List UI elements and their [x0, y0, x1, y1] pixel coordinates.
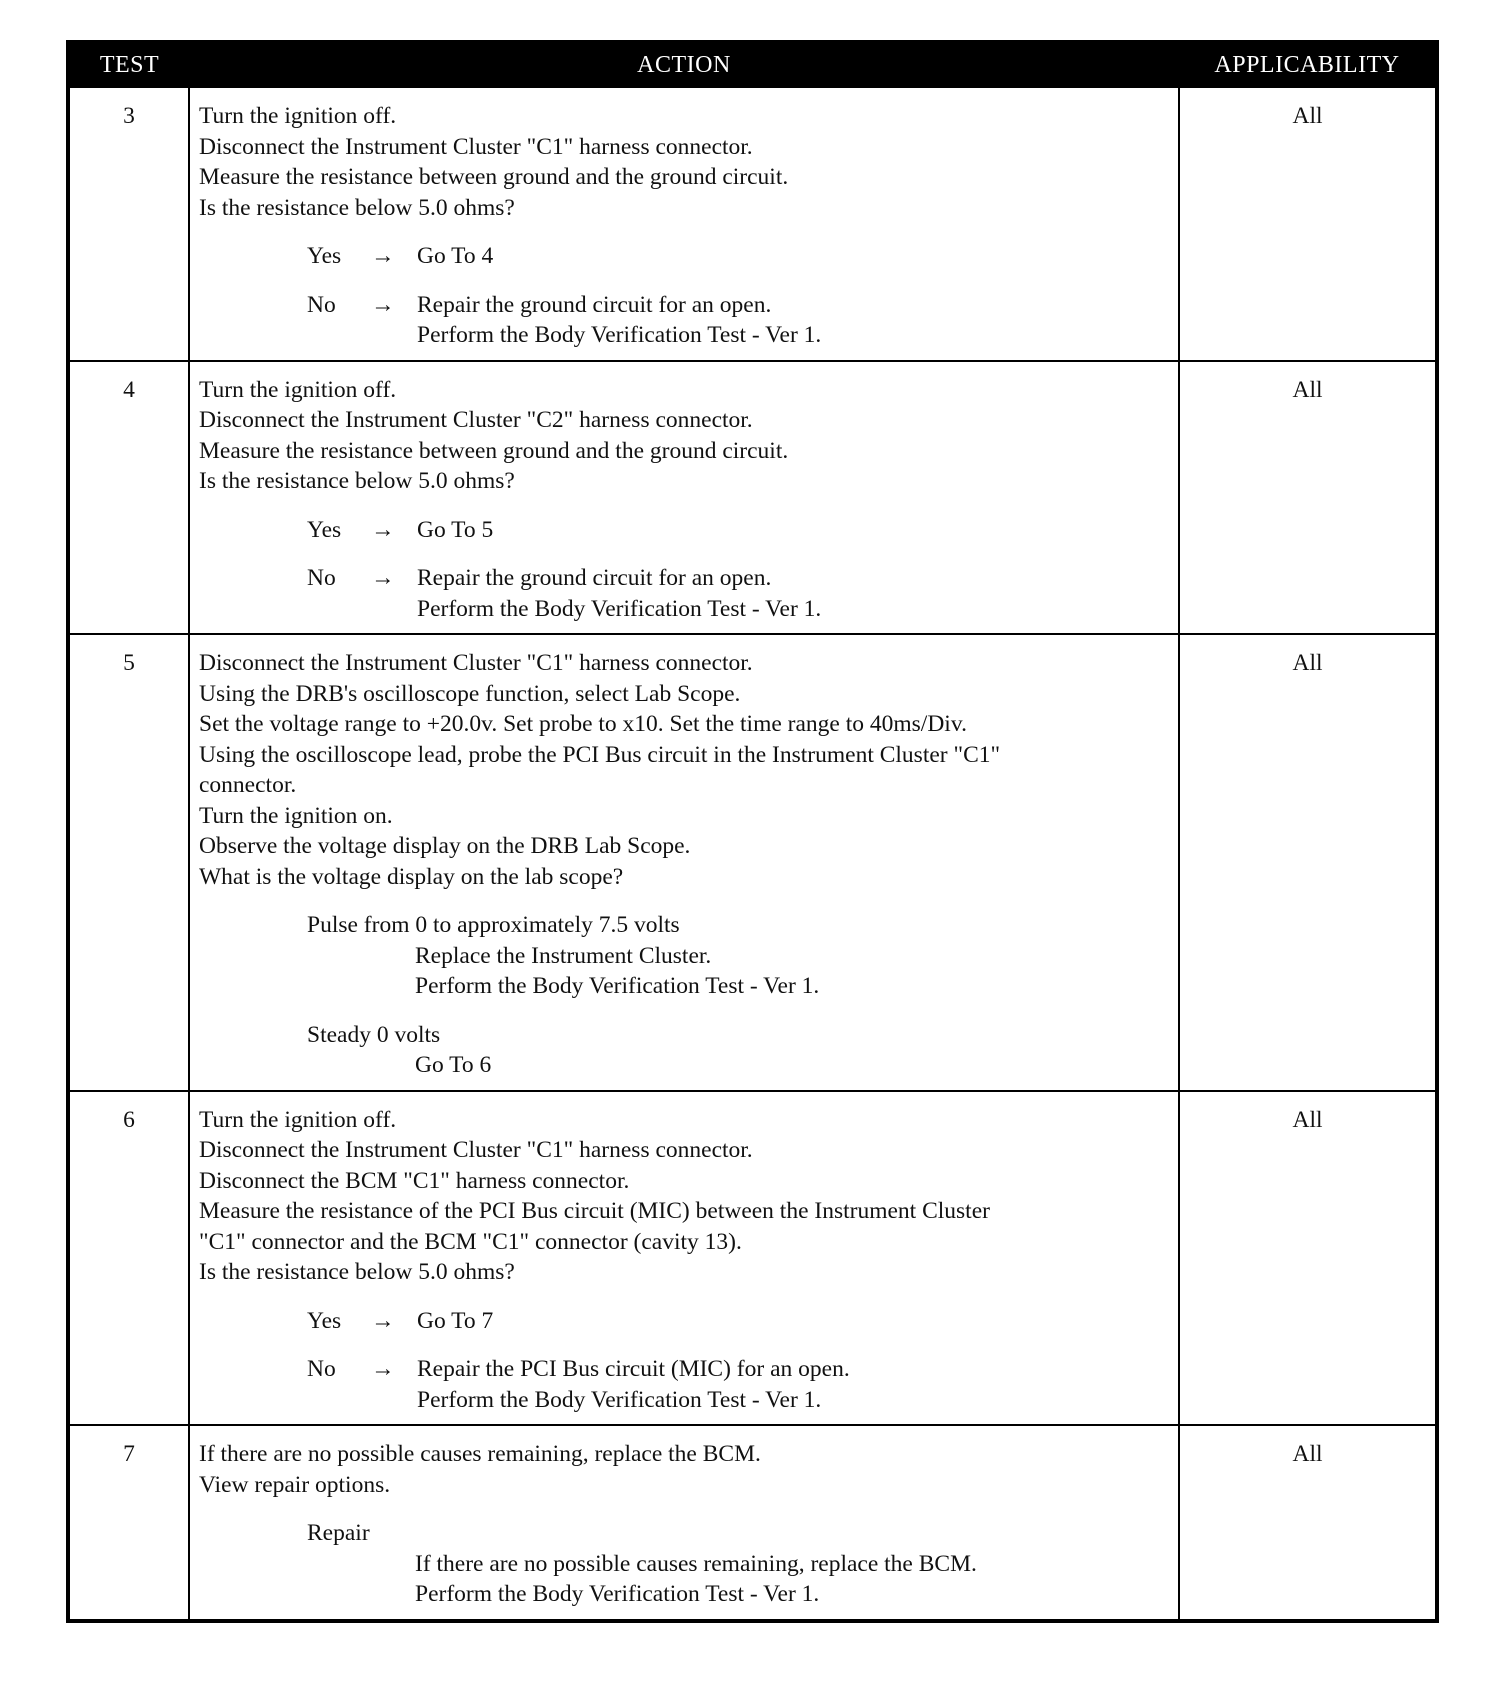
- action-cell: [189, 1425, 1179, 1621]
- applicability-cell: All: [1179, 634, 1437, 1091]
- table-row: [68, 361, 1437, 635]
- action-step: Turn the ignition off.: [199, 103, 397, 129]
- applicability-cell: All: [1179, 361, 1437, 635]
- arrow-right-icon: →: [371, 291, 395, 318]
- test-number: 6: [68, 1091, 189, 1426]
- action-step: Disconnect the BCM "C1" harness connector.: [199, 1167, 630, 1194]
- action-step: Turn the ignition off.: [199, 376, 397, 403]
- branch-result: Go To 7: [417, 1307, 494, 1334]
- action-step: Disconnect the Instrument Cluster "C1" harness connector.: [199, 1137, 753, 1163]
- action-step: Turn the ignition off.: [199, 1106, 397, 1133]
- test-number: 7: [68, 1425, 189, 1621]
- action-step: Set the voltage range to +20.0v. Set probe to x10. Set the time range to 40ms/Div.: [199, 711, 967, 737]
- action-step: View repair options.: [199, 1471, 391, 1498]
- branch-label: No: [307, 565, 336, 591]
- branch-label: Yes: [307, 516, 342, 543]
- outcome-steady: [307, 1020, 1170, 1081]
- action-step: Is the resistance below 5.0 ohms?: [199, 1259, 515, 1285]
- outcome-repair: [307, 1518, 1170, 1610]
- outcome-pulse: [307, 910, 1170, 1002]
- action-step: Turn the ignition on.: [199, 802, 393, 829]
- header-action: ACTION: [189, 42, 1179, 87]
- action-step: If there are no possible causes remaining, replace the BCM.: [199, 1441, 761, 1467]
- action-step: Disconnect the Instrument Cluster "C1" harness connector.: [199, 133, 753, 160]
- table-row: [68, 1425, 1437, 1621]
- action-step: Disconnect the Instrument Cluster "C2" harness connector.: [199, 407, 753, 433]
- table-header: [68, 42, 1437, 87]
- applicability-cell: All: [1179, 87, 1437, 361]
- action-step: Is the resistance below 5.0 ohms?: [199, 468, 515, 494]
- branch-no: [307, 290, 1170, 351]
- branch-result: Repair the PCI Bus circuit (MIC) for an open.: [417, 1356, 850, 1382]
- branch-yes: [307, 241, 1170, 272]
- applicability-cell: All: [1179, 1091, 1437, 1426]
- branch-no: [307, 563, 1170, 624]
- branch-result: Repair the ground circuit for an open.: [417, 565, 772, 591]
- action-cell: [189, 87, 1179, 361]
- action-cell: [189, 361, 1179, 635]
- branch-result: Perform the Body Verification Test - Ver 1.: [417, 322, 822, 348]
- applicability-cell: All: [1179, 1425, 1437, 1621]
- action-step: connector.: [199, 772, 297, 798]
- action-step: Disconnect the Instrument Cluster "C1" harness connector.: [199, 650, 753, 676]
- arrow-right-icon: →: [371, 243, 395, 269]
- branches: [307, 1518, 1170, 1610]
- arrow-right-icon: →: [371, 565, 395, 591]
- branch-result: Go To 5: [417, 516, 494, 543]
- action-step: "C1" connector and the BCM "C1" connector (cavity 13).: [199, 1228, 742, 1255]
- action-step: Measure the resistance between ground and the ground circuit.: [199, 164, 789, 190]
- action-cell: [189, 1091, 1179, 1426]
- header-test: TEST: [68, 42, 189, 87]
- header-applicability: APPLICABILITY: [1179, 42, 1437, 87]
- branch-yes: [307, 1306, 1170, 1337]
- branch-label: Yes: [307, 1307, 342, 1334]
- action-step: Observe the voltage display on the DRB Lab Scope.: [199, 833, 691, 859]
- branch-no: [307, 1354, 1170, 1415]
- outcome-label: Pulse from 0 to approximately 7.5 volts: [307, 912, 680, 938]
- action-step: Using the oscilloscope lead, probe the PCI Bus circuit in the Instrument Cluster "C1": [199, 741, 1001, 768]
- action-step: What is the voltage display on the lab scope?: [199, 863, 624, 890]
- branch-result: Go To 4: [417, 243, 494, 269]
- test-number: 4: [68, 361, 189, 635]
- branches: [307, 241, 1170, 351]
- outcome-result: Go To 6: [415, 1052, 492, 1078]
- test-number: 3: [68, 87, 189, 361]
- outcome-label: Repair: [307, 1520, 370, 1546]
- table-row: [68, 634, 1437, 1091]
- action-step: Using the DRB's oscilloscope function, select Lab Scope.: [199, 680, 741, 707]
- table-row: [68, 1091, 1437, 1426]
- action-step: Measure the resistance between ground and the ground circuit.: [199, 437, 789, 464]
- arrow-right-icon: →: [371, 1356, 395, 1382]
- arrow-right-icon: →: [371, 1307, 395, 1334]
- branch-yes: [307, 515, 1170, 546]
- branch-result: Perform the Body Verification Test - Ver 1.: [417, 1386, 822, 1413]
- branch-result: Repair the ground circuit for an open.: [417, 291, 772, 318]
- branches: [307, 910, 1170, 1081]
- action-step: Measure the resistance of the PCI Bus circuit (MIC) between the Instrument Cluster: [199, 1198, 990, 1224]
- branches: [307, 1306, 1170, 1416]
- branch-label: Yes: [307, 243, 342, 269]
- outcome-result: If there are no possible causes remaining, replace the BCM.: [415, 1550, 977, 1577]
- branch-result: Perform the Body Verification Test - Ver 1.: [417, 595, 822, 622]
- table-row: [68, 87, 1437, 361]
- arrow-right-icon: →: [371, 516, 395, 543]
- diagnostic-test-table: [66, 40, 1439, 1623]
- branch-label: No: [307, 1356, 336, 1382]
- branch-label: No: [307, 291, 336, 318]
- action-cell: [189, 634, 1179, 1091]
- branches: [307, 515, 1170, 625]
- outcome-result: Replace the Instrument Cluster.: [415, 942, 712, 969]
- outcome-result: Perform the Body Verification Test - Ver 1.: [415, 1581, 820, 1607]
- outcome-label: Steady 0 volts: [307, 1021, 441, 1048]
- action-step: Is the resistance below 5.0 ohms?: [199, 194, 515, 221]
- test-number: 5: [68, 634, 189, 1091]
- outcome-result: Perform the Body Verification Test - Ver 1.: [415, 973, 820, 999]
